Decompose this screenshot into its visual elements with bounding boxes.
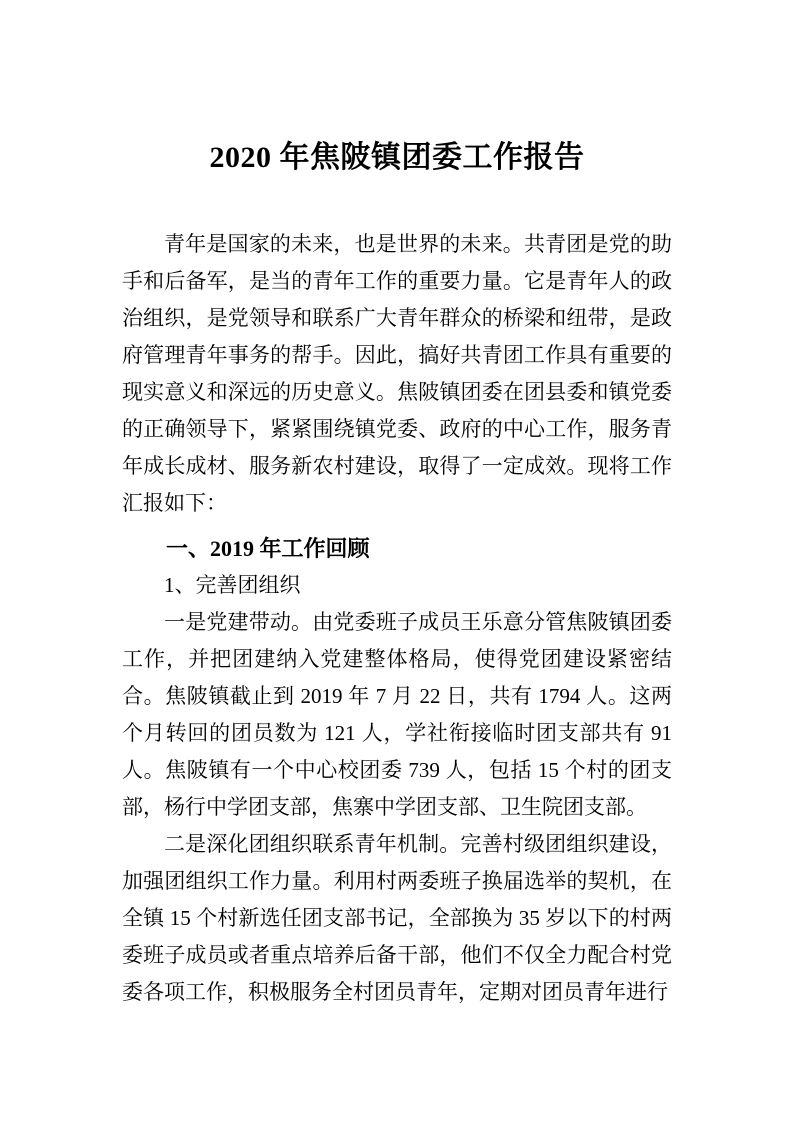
paragraph-youth-liaison-mechanism: 二是深化团组织联系青年机制。完善村级团组织建设，加强团组织工作力量。利用村两委班子换届选举的契机，在全镇 15 个村新选任团支部书记，全部换为 35 岁以下的村两委班子成员或者重点培养后备干部，他们不仅全力配合村党委各项工作，积极服务全村团员青年，定期对团员青年进行 [122, 832, 672, 1004]
paragraph-party-building: 一是党建带动。由党委班子成员王乐意分管焦陂镇团委工作，并把团建纳入党建整体格局，使得党团建设紧密结合。焦陂镇截止到 2019 年 7 月 22 日，共有 1794 人。这两个月转回的团员数为 121 人，学社衔接临时团支部共有 91 人。焦陂镇有一个中心校团委 739 人，包括 15 个村的团支部，杨行中学团支部，焦寨中学团支部、卫生院团支部。 [122, 610, 672, 819]
subsection-heading-improve-league-organization: 1、完善团组织 [164, 573, 301, 597]
section-heading-2019-review: 一、2019 年工作回顾 [166, 536, 370, 561]
document-title: 2020 年焦陂镇团委工作报告 [209, 141, 585, 174]
intro-paragraph: 青年是国家的未来，也是世界的未来。共青团是党的助手和后备军，是当的青年工作的重要力量。它是青年人的政治组织，是党领导和联系广大青年群众的桥梁和纽带，是政府管理青年事务的帮手。因此，搞好共青团工作具有重要的现实意义和深远的历史意义。焦陂镇团委在团县委和镇党委的正确领导下，紧紧围绕镇党委、政府的中心工作，服务青年成长成材、服务新农村建设，取得了一定成效。现将工作汇报如下： [122, 232, 672, 515]
